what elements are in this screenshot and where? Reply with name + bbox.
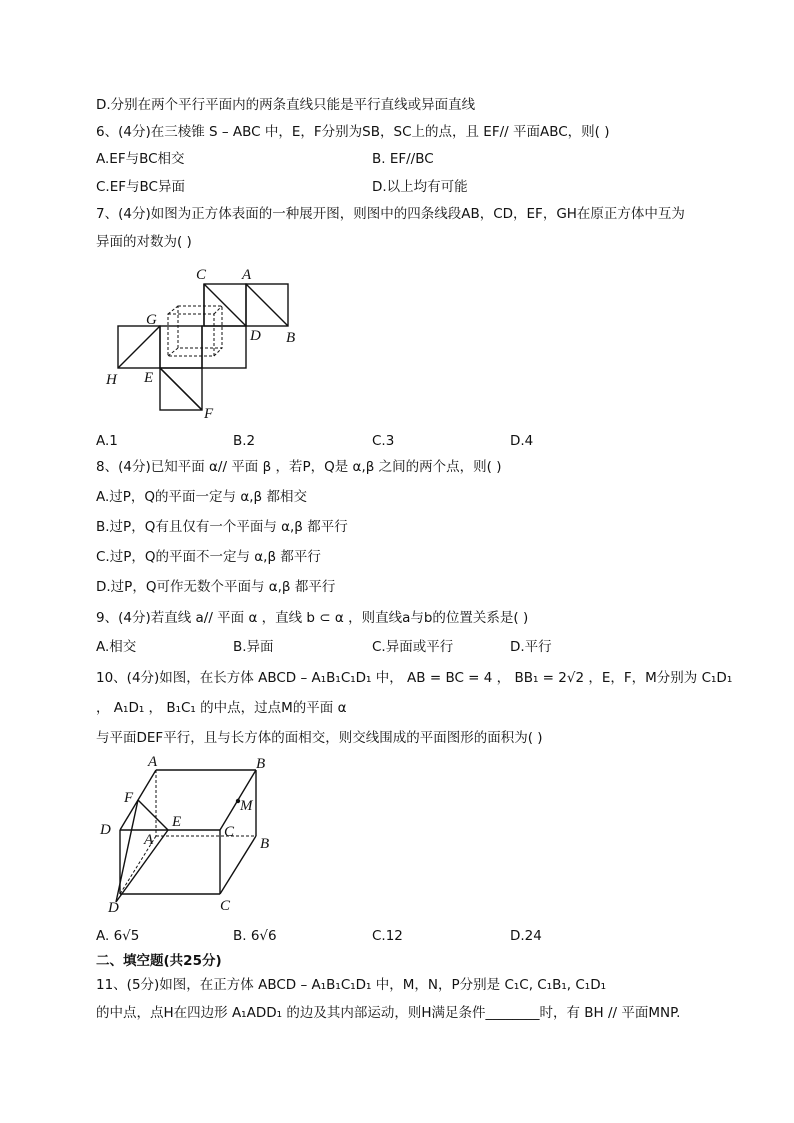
q9-option-c: C.异面或平行 xyxy=(372,639,454,655)
q10-option-d: D.24 xyxy=(510,928,542,944)
q10-option-a: A. 6√5 xyxy=(96,928,140,944)
question-7-line2: 异面的对数为( ) xyxy=(96,234,192,250)
label-A1: A xyxy=(148,754,158,770)
label-E: E xyxy=(144,370,154,386)
label-G: G xyxy=(146,312,157,328)
label-D1: D xyxy=(100,822,111,838)
question-10-line1: 10、(4分)如图，在长方体 ABCD – A₁B₁C₁D₁ 中， AB = BC = 4 ， BB₁ = 2√2 ，E，F，M分别为 C₁D₁ xyxy=(96,670,733,686)
q7-option-b: B.2 xyxy=(233,433,256,449)
question-11-line1: 11、(5分)如图，在正方体 ABCD – A₁B₁C₁D₁ 中，M，N，P分别是 C₁C, C₁B₁, C₁D₁ xyxy=(96,977,607,993)
label-C1: C xyxy=(224,824,235,840)
question-11-line2: 的中点，点H在四边形 A₁ADD₁ 的边及其内部运动，则H满足条件________时，有 BH // 平面MNP. xyxy=(96,1005,681,1021)
label-F: F xyxy=(124,790,134,806)
label-C: C xyxy=(220,898,231,914)
q10-option-c: C.12 xyxy=(372,928,403,944)
q7-option-c: C.3 xyxy=(372,433,395,449)
q6-option-d: D.以上均有可能 xyxy=(372,179,468,195)
label-B: B xyxy=(286,330,296,346)
cuboid-figure xyxy=(96,752,286,914)
label-D: D xyxy=(108,900,119,914)
q8-option-d: D.过P，Q可作无数个平面与 α,β 都平行 xyxy=(96,579,336,595)
label-D: D xyxy=(250,328,261,344)
label-A: A xyxy=(242,267,252,283)
q9-option-d: D.平行 xyxy=(510,639,552,655)
label-F: F xyxy=(204,406,214,422)
question-10-line3: 与平面DEF平行，且与长方体的面相交，则交线围成的平面图形的面积为( ) xyxy=(96,730,543,746)
question-10-line2: ， A₁D₁ ， B₁C₁ 的中点，过点M的平面 α xyxy=(96,700,347,716)
label-A1-lower: A xyxy=(144,832,154,848)
section-2-heading: 二、填空题(共25分) xyxy=(96,953,222,969)
label-B1: B xyxy=(256,756,266,772)
question-8: 8、(4分)已知平面 α// 平面 β ，若P，Q是 α,β 之间的两个点，则( ) xyxy=(96,459,502,475)
q9-option-a: A.相交 xyxy=(96,639,137,655)
label-B: B xyxy=(260,836,270,852)
q6-option-b: B. EF//BC xyxy=(372,151,434,167)
q8-option-a: A.过P，Q的平面一定与 α,β 都相交 xyxy=(96,489,307,505)
label-M: M xyxy=(240,798,253,814)
label-H: H xyxy=(106,372,117,388)
q8-option-c: C.过P，Q的平面不一定与 α,β 都平行 xyxy=(96,549,321,565)
q6-option-a: A.EF与BC相交 xyxy=(96,151,185,167)
question-6: 6、(4分)在三棱锥 S – ABC 中，E，F分别为SB，SC上的点，且 EF// 平面ABC，则( ) xyxy=(96,124,610,140)
q8-option-b: B.过P，Q有且仅有一个平面与 α,β 都平行 xyxy=(96,519,348,535)
q9-option-b: B.异面 xyxy=(233,639,274,655)
cube-net-figure xyxy=(100,262,300,422)
question-7-line1: 7、(4分)如图为正方体表面的一种展开图，则图中的四条线段AB，CD，EF，GH在原正方体中互为 xyxy=(96,206,685,222)
question-9: 9、(4分)若直线 a// 平面 α ，直线 b ⊂ α ，则直线a与b的位置关系是( ) xyxy=(96,610,529,626)
q7-option-d: D.4 xyxy=(510,433,534,449)
q7-option-a: A.1 xyxy=(96,433,118,449)
label-E: E xyxy=(172,814,182,830)
label-C: C xyxy=(196,267,207,283)
q6-option-c: C.EF与BC异面 xyxy=(96,179,185,195)
q10-option-b: B. 6√6 xyxy=(233,928,277,944)
option-d-prev: D.分别在两个平行平面内的两条直线只能是平行直线或异面直线 xyxy=(96,97,476,113)
